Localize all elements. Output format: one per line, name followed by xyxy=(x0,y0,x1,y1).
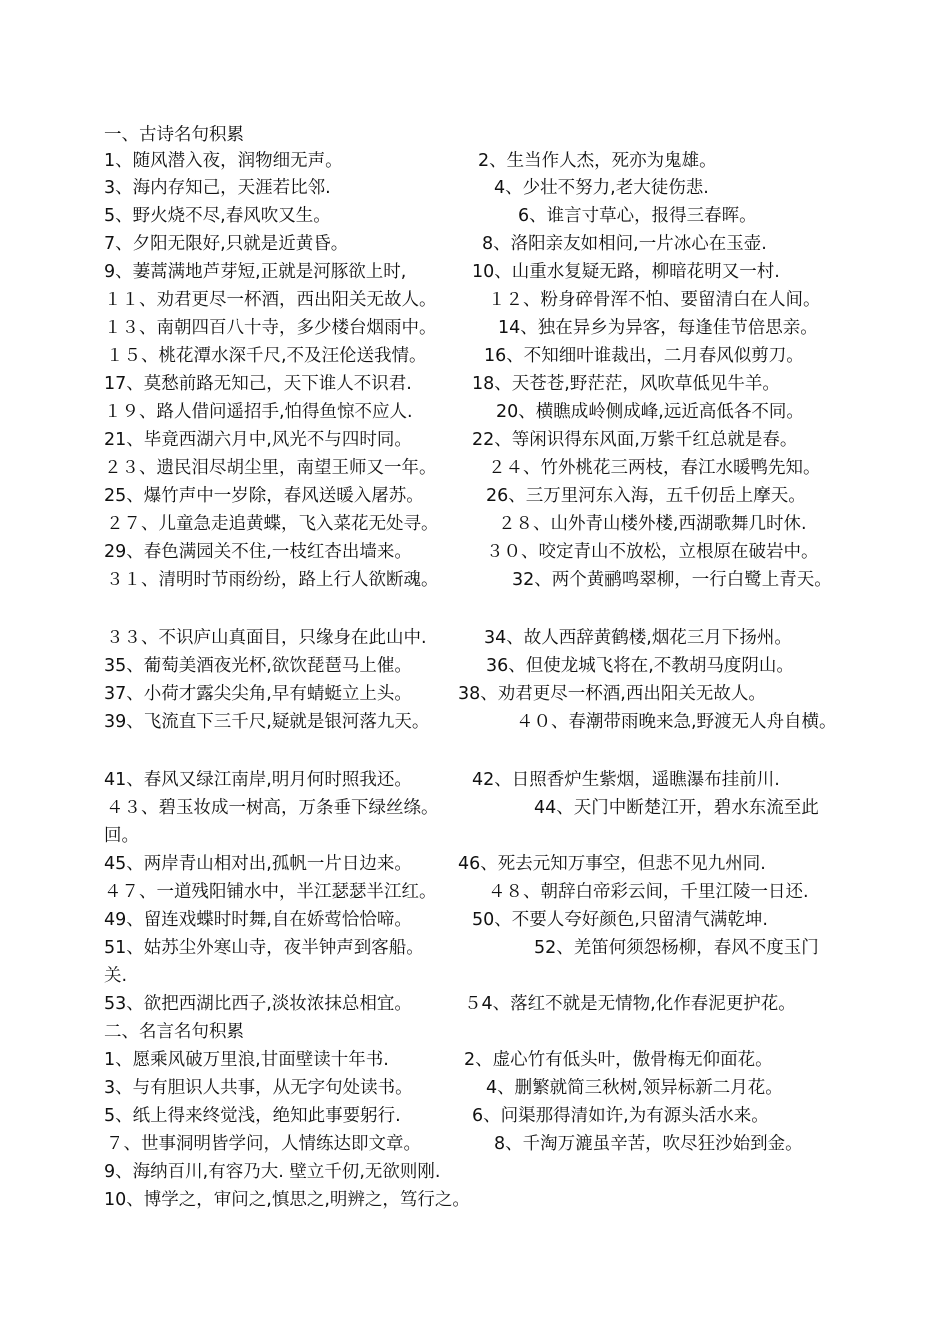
poem-line-53: 53、欲把西湖比西子,淡妆浓抹总相宜。 xyxy=(104,994,412,1014)
poem-line-41: 41、春风又绿江南岸,明月何时照我还。 xyxy=(104,770,412,790)
poem-line-6: 6、谁言寸草心，报得三春晖。 xyxy=(518,206,757,226)
poem-line-14: 14、独在异乡为异客，每逢佳节倍思亲。 xyxy=(498,318,818,338)
poem-line-26: 26、三万里河东入海，五千仞岳上摩天。 xyxy=(486,486,806,506)
poem-line-32: 32、两个黄鹂鸣翠柳，一行白鹭上青天。 xyxy=(512,570,832,590)
poem-line-3: 3、海内存知己，天涯若比邻. xyxy=(104,178,331,198)
quote-line-6: 6、问渠那得清如许,为有源头活水来。 xyxy=(472,1106,769,1126)
poem-line-20: 20、横瞧成岭侧成峰,远近高低各不同。 xyxy=(496,402,804,422)
poem-line-52: 52、羌笛何须怨杨柳，春风不度玉门 xyxy=(534,938,819,958)
poem-line-2: 2、生当作人杰，死亦为鬼雄。 xyxy=(478,151,717,171)
poem-line-22: 22、等闲识得东风面,万紫千红总就是春。 xyxy=(472,430,798,450)
poem-line-54: ５4、落红不就是无情物,化作春泥更护花。 xyxy=(464,994,796,1014)
poem-line-1: 1、随风潜入夜，润物细无声。 xyxy=(104,151,343,171)
poem-line-39: 39、飞流直下三千尺,疑就是银河落九天。 xyxy=(104,712,430,732)
quote-line-9: 9、海纳百川,有容乃大. 壁立千仞,无欲则刚. xyxy=(104,1162,441,1182)
poem-line-17: 17、莫愁前路无知己，天下谁人不识君. xyxy=(104,374,412,394)
poem-line-40: ４０、春潮带雨晚来急,野渡无人舟自横。 xyxy=(516,712,837,732)
poem-line-10: 10、山重水复疑无路，柳暗花明又一村. xyxy=(472,262,780,282)
poem-line-11: １１、劝君更尽一杯酒，西出阳关无故人。 xyxy=(104,290,437,310)
quote-line-10: 10、博学之，审问之,慎思之,明辨之，笃行之。 xyxy=(104,1190,470,1210)
poem-line-45: 45、两岸青山相对出,孤帆一片日边来。 xyxy=(104,854,412,874)
quote-line-5: 5、纸上得来终觉浅，绝知此事要躬行. xyxy=(104,1106,401,1126)
poem-line-13: １３、南朝四百八十寺，多少楼台烟雨中。 xyxy=(104,318,437,338)
poem-line-43: ４３、碧玉妆成一树高，万条垂下绿丝绦。 xyxy=(106,798,439,818)
section-heading-poems: 一、古诗名句积累 xyxy=(104,125,244,145)
poem-line-16: 16、不知细叶谁裁出，二月春风似剪刀。 xyxy=(484,346,804,366)
quote-line-3: 3、与有胆识人共事，从无字句处读书。 xyxy=(104,1078,413,1098)
poem-line-12: １２、粉身碎骨浑不怕、要留清白在人间。 xyxy=(488,290,821,310)
poem-line-4: 4、少壮不努力,老大徒伤悲. xyxy=(494,178,709,198)
poem-line-50: 50、不要人夸好颜色,只留清气满乾坤. xyxy=(472,910,768,930)
poem-line-19: １９、路人借问遥招手,怕得鱼惊不应人. xyxy=(104,402,413,422)
poem-line-8: 8、洛阳亲友如相问,一片冰心在玉壶. xyxy=(482,234,767,254)
poem-line-25: 25、爆竹声中一岁除，春风送暖入屠苏。 xyxy=(104,486,424,506)
poem-line-34: 34、故人西辞黄鹤楼,烟花三月下扬州。 xyxy=(484,628,792,648)
poem-line-31: ３１、清明时节雨纷纷，路上行人欲断魂。 xyxy=(106,570,439,590)
poem-line-44: 44、天门中断楚江开，碧水东流至此 xyxy=(534,798,819,818)
poem-line-47: ４７、一道残阳铺水中，半江瑟瑟半江红。 xyxy=(104,882,437,902)
poem-line-28: ２８、山外青山楼外楼,西湖歌舞几时休. xyxy=(498,514,807,534)
poem-line-37: 37、小荷才露尖尖角,早有蜻蜓立上头。 xyxy=(104,684,412,704)
quote-line-2: 2、虚心竹有低头叶，傲骨梅无仰面花。 xyxy=(464,1050,773,1070)
poem-line-33: ３３、不识庐山真面目，只缘身在此山中. xyxy=(106,628,427,648)
poem-line-35: 35、葡萄美酒夜光杯,欲饮琵琶马上催。 xyxy=(104,656,412,676)
poem-line-15: １５、桃花潭水深千尺,不及汪伦送我情。 xyxy=(106,346,427,366)
quote-line-8: 8、千淘万漉虽辛苦，吹尽狂沙始到金。 xyxy=(494,1134,803,1154)
poem-line-38: 38、劝君更尽一杯酒,西出阳关无故人。 xyxy=(458,684,766,704)
quote-line-4: 4、删繁就简三秋树,领异标新二月花。 xyxy=(486,1078,783,1098)
quote-line-1: 1、愿乘风破万里浪,甘面壁读十年书. xyxy=(104,1050,389,1070)
poem-line-23: ２３、遗民泪尽胡尘里，南望王师又一年。 xyxy=(104,458,437,478)
poem-line-27: ２７、儿童急走追黄蝶，飞入菜花无处寻。 xyxy=(106,514,439,534)
poem-line-30: ３０、咬定青山不放松，立根原在破岩中。 xyxy=(486,542,819,562)
poem-line-51: 51、姑苏尘外寒山寺，夜半钟声到客船。 xyxy=(104,938,424,958)
poem-line-5: 5、野火烧不尽,春风吹又生。 xyxy=(104,206,331,226)
poem-line-9: 9、萋蒿满地芦芽短,正就是河豚欲上时, xyxy=(104,262,407,282)
poem-line-44-wrap: 回。 xyxy=(104,826,139,846)
poem-line-7: 7、夕阳无限好,只就是近黄昏。 xyxy=(104,234,349,254)
poem-line-46: 46、死去元知万事空，但悲不见九州同. xyxy=(458,854,766,874)
poem-line-36: 36、但使龙城飞将在,不教胡马度阴山。 xyxy=(486,656,794,676)
poem-line-29: 29、春色满园关不住,一枝红杏出墙来。 xyxy=(104,542,412,562)
poem-line-18: 18、天苍苍,野茫茫，风吹草低见牛羊。 xyxy=(472,374,780,394)
poem-line-42: 42、日照香炉生紫烟，遥瞧瀑布挂前川. xyxy=(472,770,780,790)
poem-line-21: 21、毕竟西湖六月中,风光不与四时同。 xyxy=(104,430,412,450)
poem-line-24: ２４、竹外桃花三两枝，春江水暖鸭先知。 xyxy=(488,458,821,478)
section-heading-quotes: 二、名言名句积累 xyxy=(104,1022,244,1042)
poem-line-52-wrap: 关. xyxy=(104,966,128,986)
poem-line-48: ４８、朝辞白帝彩云间，千里江陵一日还. xyxy=(488,882,809,902)
quote-line-7: ７、世事洞明皆学问，人情练达即文章。 xyxy=(106,1134,421,1154)
poem-line-49: 49、留连戏蝶时时舞,自在娇莺恰恰啼。 xyxy=(104,910,412,930)
